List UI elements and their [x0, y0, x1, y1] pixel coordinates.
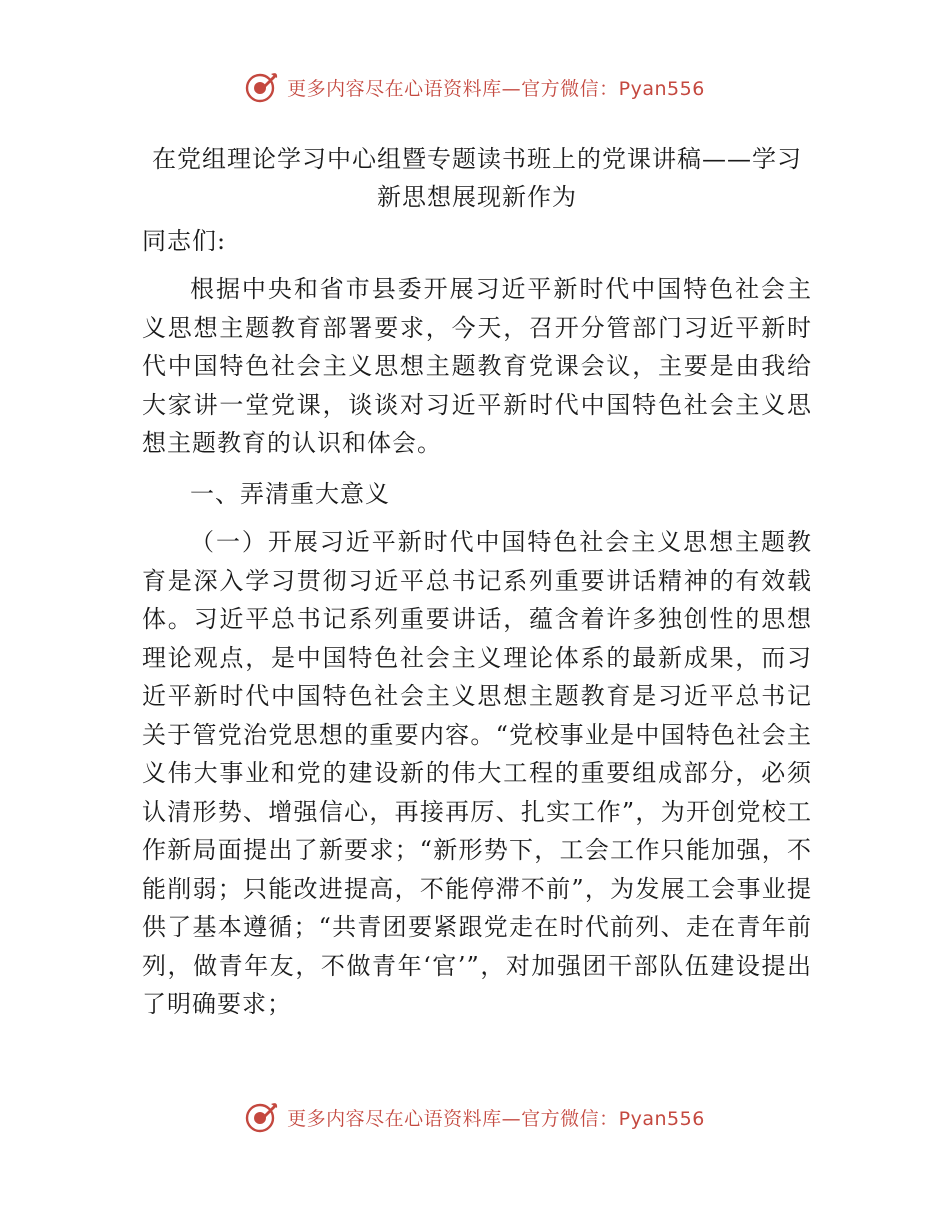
document-body	[142, 140, 812, 1036]
paragraph-intro: 根据中央和省市县委开展习近平新时代中国特色社会主义思想主题教育部署要求，今天，召开分管部门习近平新时代中国特色社会主义思想主题教育党课会议，主要是由我给大家讲一堂党课，谈谈对习近平新时代中国特色社会主义思想主题教育的认识和体会。	[142, 275, 812, 457]
quill-pen-logo-icon	[245, 70, 279, 104]
banner-text: 更多内容尽在心语资料库—官方微信：Pyan556	[287, 77, 705, 100]
salutation: 同志们:	[142, 227, 227, 255]
quill-pen-logo-icon	[245, 1100, 279, 1134]
footer-watermark-banner	[0, 1100, 950, 1134]
paragraph-section-1: （一）开展习近平新时代中国特色社会主义思想主题教育是深入学习贯彻习近平总书记系列重要讲话精神的有效载体。习近平总书记系列重要讲话，蕴含着许多独创性的思想理论观点，是中国特色社会主义理论体系的最新成果，而习近平新时代中国特色社会主义思想主题教育是习近平总书记关于管党治党思想的重要内容。“党校事业是中国特色社会主义伟大事业和党的建设新的伟大工程的重要组成部分，必须认清形势、增强信心，再接再厉、扎实工作”，为开创党校工作新局面提出了新要求；“新形势下，工会工作只能加强，不能削弱；只能改进提高，不能停滞不前”，为发展工会事业提供了基本遵循；“共青团要紧跟党走在时代前列、走在青年前列，做青年友，不做青年‘官’”，对加强团干部队伍建设提出了明确要求；	[142, 528, 812, 1018]
document-title: 在党组理论学习中心组暨专题读书班上的党课讲稿——学习新思想展现新作为	[152, 145, 802, 211]
banner-text: 更多内容尽在心语资料库—官方微信：Pyan556	[287, 1107, 705, 1130]
header-watermark-banner	[0, 70, 950, 104]
section-heading: 一、弄清重大意义	[190, 479, 390, 508]
